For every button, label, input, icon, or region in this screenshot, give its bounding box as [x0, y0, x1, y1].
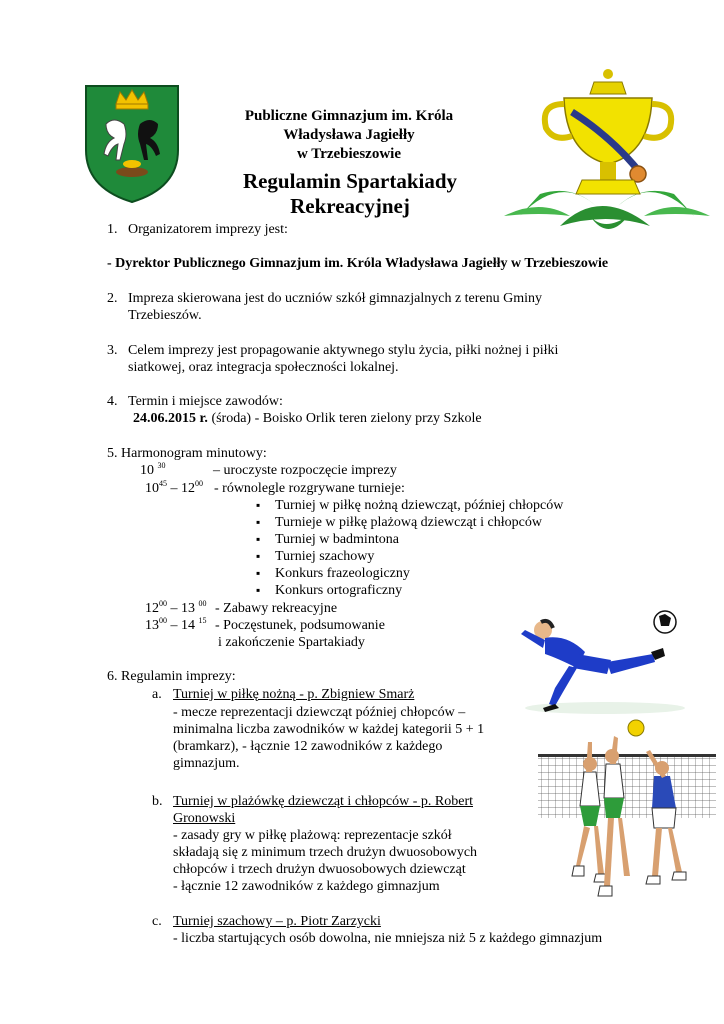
organizer-line: - Dyrektor Publicznego Gimnazjum im. Króla Władysława Jagiełły w Trzebieszowie [107, 256, 609, 271]
p6a-heading: Turniej w piłkę nożną - p. Zbigniew Smarż [173, 687, 415, 702]
p3-line2: siatkowej, oraz integracja społeczności lokalnej. [128, 360, 399, 375]
bullet-icon: ▪ [256, 515, 261, 529]
p5-title: 5. Harmonogram minutowy: [107, 446, 267, 461]
p3-number: 3. [107, 343, 118, 358]
p6b-letter: b. [152, 794, 163, 809]
p4-line1: Termin i miejsce zawodów: [128, 394, 283, 409]
bullet-icon: ▪ [256, 532, 261, 546]
title-line2: Rekreacyjnej [290, 194, 410, 218]
schedule-time-4: $13^{00} - 14$ $^{15}$ [145, 616, 207, 633]
crest-image [84, 84, 180, 204]
p6c-letter: c. [152, 914, 162, 929]
p6c-heading: Turniej szachowy – p. Piotr Zarzycki [173, 914, 381, 929]
bullet-icon: ▪ [256, 498, 261, 512]
p1-text: Organizatorem imprezy jest: [128, 222, 288, 237]
p6a-line3: (bramkarz), - łącznie 12 zawodników z każdego [173, 739, 443, 754]
p3-line1: Celem imprezy jest propagowanie aktywnego stylu życia, piłki nożnej i piłki [128, 343, 559, 358]
p4-place: (środa) - Boisko Orlik teren zielony przy Szkole [207, 411, 482, 426]
p4-number: 4. [107, 394, 118, 409]
school-name-line1: Publiczne Gimnazjum im. Króla [244, 108, 454, 124]
schedule-desc-2: - równolegle rozgrywane turnieje: [214, 481, 405, 496]
title-line1: Regulamin Spartakiady [242, 169, 458, 193]
schedule-desc-4: - Poczęstunek, podsumowanie [215, 618, 385, 633]
p1-number: 1. [107, 222, 118, 237]
school-name-line2: Władysława Jagiełły [283, 127, 415, 143]
p6b-line4: - łącznie 12 zawodników z każdego gimnazjum [173, 879, 440, 894]
event-item-6: Konkurs ortograficzny [275, 583, 403, 598]
school-name-line3: w Trzebieszowie [297, 146, 401, 162]
bullet-icon: ▪ [256, 583, 261, 597]
p6a-line2: minimalna liczba zawodników w każdej kategorii 5 + 1 [173, 722, 485, 737]
p6b-heading-line2: Gronowski [173, 811, 236, 826]
p6-title: 6. Regulamin imprezy: [107, 669, 236, 684]
schedule-time-2: $10^{45} - 12^{00}$ [145, 479, 203, 496]
event-item-2: Turnieje w piłkę plażową dziewcząt i chłopców [275, 515, 542, 530]
bullet-icon: ▪ [256, 566, 261, 580]
p6b-line3: chłopców i trzech drużyn dwuosobowych dziewcząt [173, 862, 466, 877]
schedule-time-1: 10 $^{30}$ [140, 461, 166, 478]
p4-date-line [133, 410, 482, 427]
schedule-desc-3: - Zabawy rekreacyjne [215, 601, 338, 616]
schedule-desc-1: – uroczyste rozpoczęcie imprezy [213, 463, 397, 478]
p2-line2: Trzebieszów. [128, 308, 202, 323]
event-item-4: Turniej szachowy [275, 549, 375, 564]
schedule-desc-4b: i zakończenie Spartakiady [218, 635, 365, 650]
volleyball-image [534, 716, 720, 926]
p6b-heading-line1: Turniej w plażówkę dziewcząt i chłopców - p. Robert [173, 794, 474, 809]
schedule-time-3: $12^{00} - 13$ $^{00}$ [145, 599, 207, 616]
event-item-1: Turniej w piłkę nożną dziewcząt, później chłopców [275, 498, 564, 513]
p4-date: 24.06.2015 r. [133, 411, 208, 426]
p6a-letter: a. [152, 687, 162, 702]
p6a-line1: - mecze reprezentacji dziewcząt później chłopców – [173, 705, 466, 720]
p2-line1: Impreza skierowana jest do uczniów szkół gimnazjalnych z terenu Gminy [128, 291, 543, 306]
event-item-5: Konkurs frazeologiczny [275, 566, 410, 581]
p6b-line1: - zasady gry w piłkę plażową: reprezentacje szkół [173, 828, 452, 843]
event-item-3: Turniej w badmintona [275, 532, 399, 547]
bullet-icon: ▪ [256, 549, 261, 563]
footballer-image [515, 608, 687, 716]
p6b-line2: składają się z minimum trzech drużyn dwuosobowych [173, 845, 478, 860]
p2-number: 2. [107, 291, 118, 306]
p6c-line: - liczba startujących osób dowolna, nie mniejsza niż 5 z każdego gimnazjum [173, 931, 603, 946]
p6a-line4: gimnazjum. [173, 756, 240, 771]
trophy-image [500, 66, 714, 242]
